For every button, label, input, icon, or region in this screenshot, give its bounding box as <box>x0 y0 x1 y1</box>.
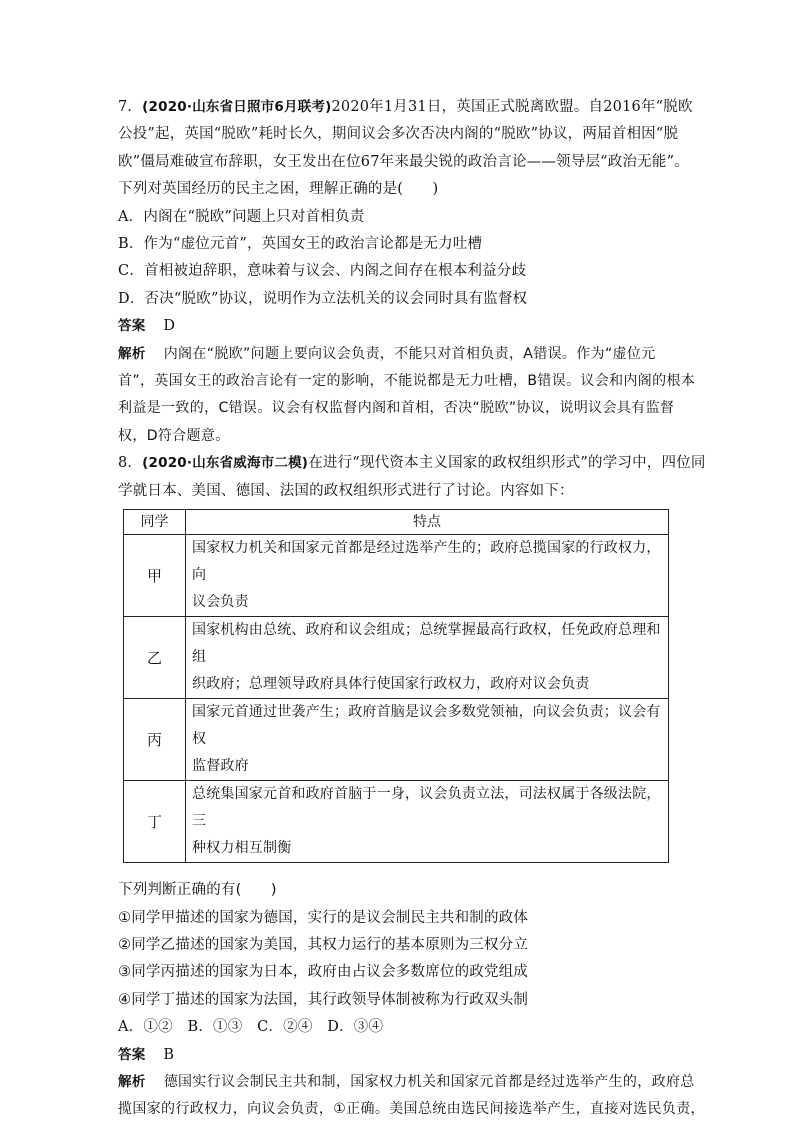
q7-stem-line-4: 下列对英国经历的民主之困，理解正确的是( ) <box>118 181 439 198</box>
q7-analysis-line-3: 利益是一致的，C错误。议会有权监督内阁和首相，否决“脱欧”协议，说明议会具有监督 <box>118 400 675 417</box>
q8-analysis-line-2: 揽国家的行政权力，向议会负责，①正确。美国总统由选民间接选举产生，直接对选民负责， <box>118 1101 705 1118</box>
q8-stem-line-2: 学就日本、美国、德国、法国的政权组织形式进行了讨论。内容如下： <box>118 482 574 499</box>
q8-statement-3: ③同学丙描述的国家为日本，政府由占议会多数席位的政党组成 <box>118 964 529 981</box>
q8-question: 下列判断正确的有( ) <box>118 882 277 899</box>
student-name: 丙 <box>124 699 186 781</box>
student-name: 乙 <box>124 617 186 699</box>
document-page <box>118 94 706 1124</box>
q7-source: (2020·山东省日照市6月联考) <box>142 99 332 115</box>
q8-answer-value: B <box>163 1046 175 1063</box>
q8-statement-1: ①同学甲描述的国家为德国，实行的是议会制民主共和制的政体 <box>118 909 529 926</box>
table-row <box>124 617 669 699</box>
q7-analysis-line-1: 解析 内阁在“脱欧”问题上要向议会负责，不能只对首相负责，A错误。作为“虚位元 <box>118 345 656 362</box>
q7-option-d: D．否决“脱欧”协议，说明作为立法机关的议会同时具有监督权 <box>118 290 528 307</box>
q8-statement-2: ②同学乙描述的国家为美国，其权力运行的基本原则为三权分立 <box>118 936 529 953</box>
table-header-student: 同学 <box>124 510 186 535</box>
q8-analysis-label: 解析 <box>118 1073 146 1090</box>
q7-stem-line-3: 欧”僵局难破宣布辞职，女王发出在位67年来最尖锐的政治言论——领导层“政治无能”。 <box>118 153 689 170</box>
q7-option-b: B．作为“虚位元首”，英国女王的政治言论都是无力吐槽 <box>118 236 483 253</box>
student-description: 国家元首通过世袭产生；政府首脑是议会多数党领袖，向议会负责；议会有权 监督政府 <box>186 699 669 781</box>
q7-analysis-label: 解析 <box>118 345 146 362</box>
q7-option-c: C．首相被迫辞职，意味着与议会、内阁之间存在根本利益分歧 <box>118 263 527 280</box>
table-header-row <box>124 510 669 535</box>
table-row <box>124 535 669 617</box>
q8-answer <box>118 1042 676 1069</box>
q7-analysis-line-4: 权，D符合题意。 <box>118 427 230 444</box>
q8-analysis-line-1: 解析 德国实行议会制民主共和制，国家权力机关和国家元首都是经过选举产生的，政府总 <box>118 1073 695 1090</box>
q8-statement-4: ④同学丁描述的国家为法国，其行政领导体制被称为行政双头制 <box>118 991 529 1008</box>
q7-number: 7． <box>118 99 143 115</box>
q7-answer-value: D <box>163 318 176 335</box>
table-header-features: 特点 <box>186 510 669 535</box>
student-name: 甲 <box>124 535 186 617</box>
q7-stem-line-1: 7．(2020·山东省日照市6月联考)2020年1月31日，英国正式脱离欧盟。自2016年“脱欧 <box>118 99 693 115</box>
q8-number: 8． <box>118 455 143 472</box>
q7-option-a: A．内阁在“脱欧”问题上只对首相负责 <box>118 208 365 225</box>
student-description: 国家权力机关和国家元首都是经过选举产生的；政府总揽国家的行政权力，向 议会负责 <box>186 535 669 617</box>
q8-table <box>123 509 669 863</box>
q7-answer <box>118 313 676 340</box>
student-description: 总统集国家元首和政府首脑于一身，议会负责立法，司法权属于各级法院，三 种权力相互制衡 <box>186 781 669 863</box>
q7-analysis-line-2: 首”，英国女王的政治言论有一定的影响，不能说都是无力吐槽，B错误。议会和内阁的根本 <box>118 373 696 390</box>
student-description: 国家机构由总统、政府和议会组成；总统掌握最高行政权，任免政府总理和组 织政府；总理领导政府具体行使国家行政权力，政府对议会负责 <box>186 617 669 699</box>
table-row <box>124 699 669 781</box>
q7-stem-line-2: 公投”起，英国“脱欧”耗时长久，期间议会多次否决内阁的“脱欧”协议，两届首相因“脱 <box>118 126 679 143</box>
q8-stem-line-1: 8．(2020·山东省威海市二模)在进行“现代资本主义国家的政权组织形式”的学习中，四位同 <box>118 455 706 472</box>
q7-answer-label: 答案 <box>118 318 146 335</box>
q8-answer-label: 答案 <box>118 1046 146 1063</box>
q8-choices: A．①② B．①③ C．②④ D．③④ <box>118 1019 384 1036</box>
student-name: 丁 <box>124 781 186 863</box>
table-row <box>124 781 669 863</box>
q8-source: (2020·山东省威海市二模) <box>142 455 309 472</box>
